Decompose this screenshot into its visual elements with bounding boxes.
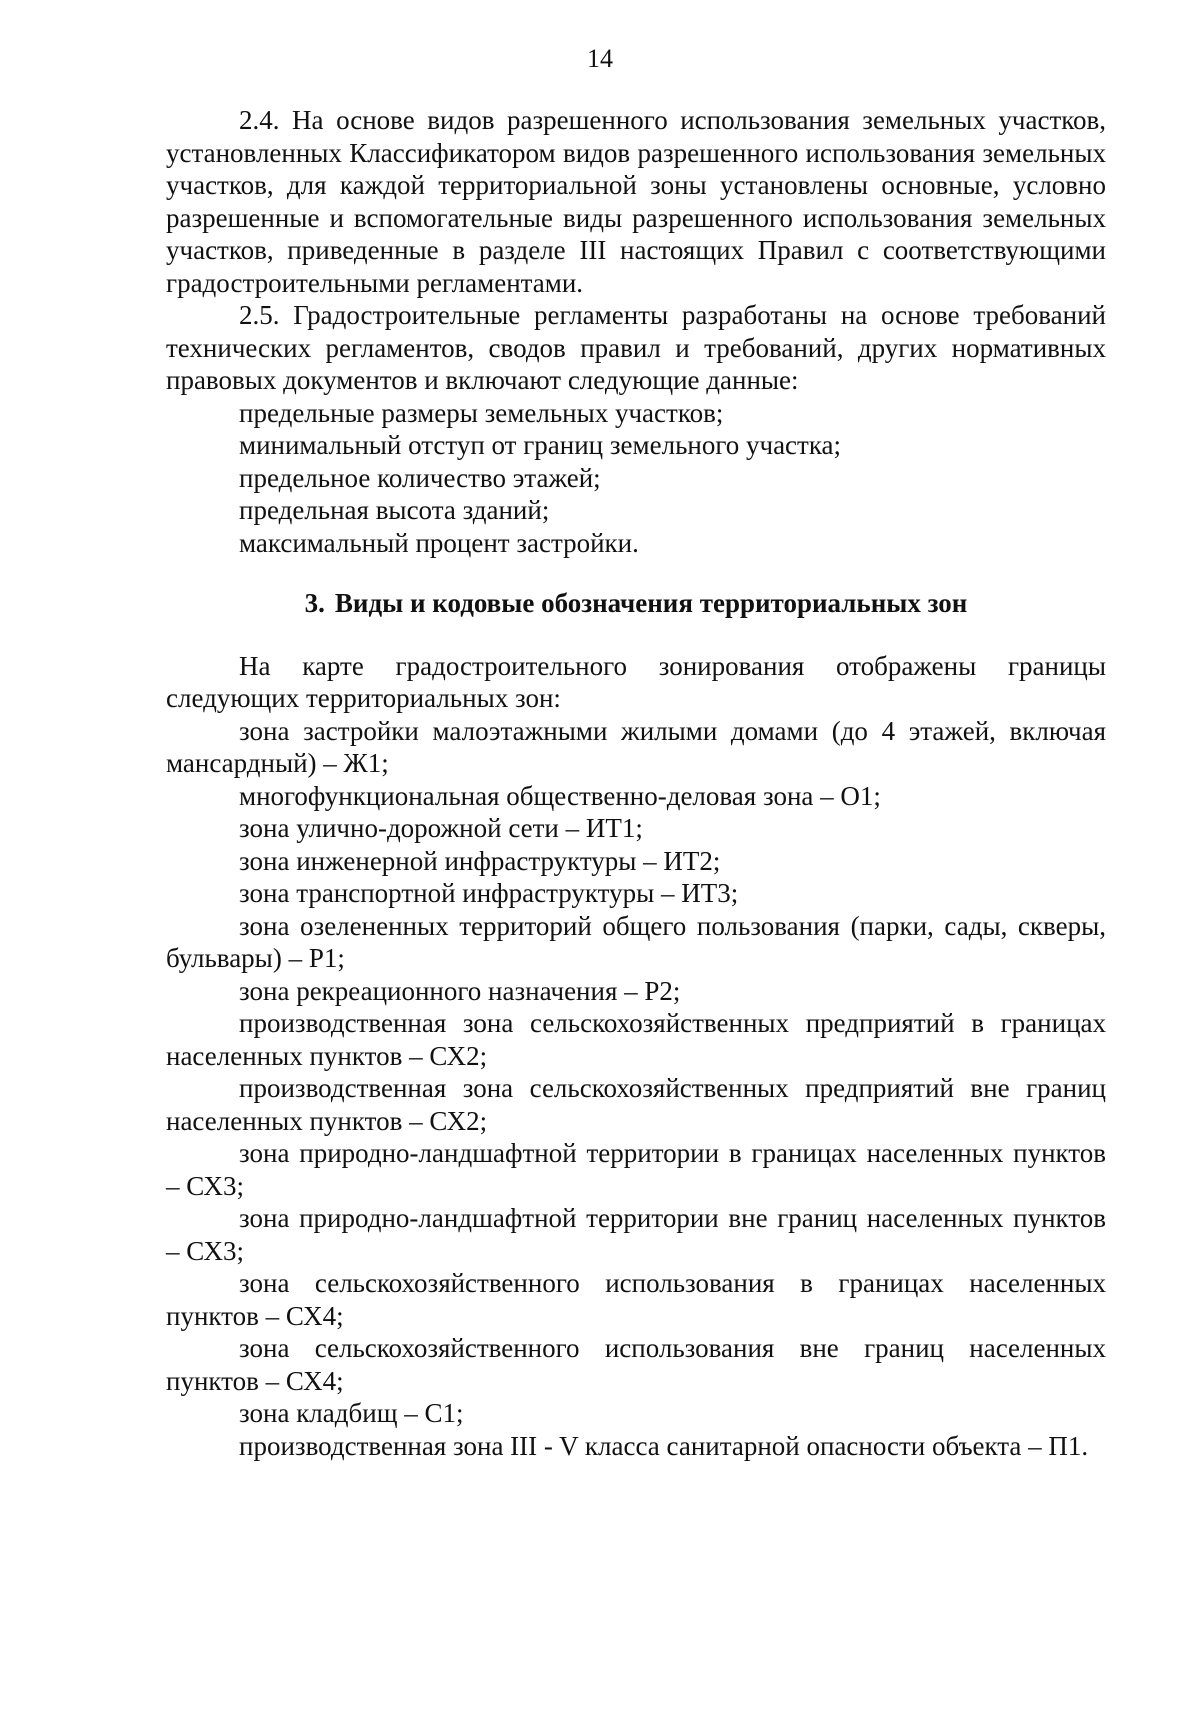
list-item: зона кладбищ – С1; [239, 1398, 464, 1428]
list-item: зона природно-ландшафтной территории в границах населенных пунктов – СХ3; [166, 1138, 1106, 1201]
list-item: зона транспортной инфраструктуры – ИТ3; [239, 878, 739, 908]
list-item: зона сельскохозяйственного использования в границах населенных пунктов – СХ4; [166, 1268, 1106, 1331]
list-item: предельная высота зданий; [239, 495, 550, 525]
zone-list [166, 715, 1106, 1463]
section-number: 3. [304, 588, 325, 618]
section-intro: На карте градостроительного зонирования отображены границы следующих территориальных зон: [166, 650, 1106, 713]
list-item: зона озелененных территорий общего пользования (парки, сады, скверы, бульвары) – Р1; [166, 910, 1106, 973]
list-item: зона рекреационного назначения – Р2; [239, 975, 681, 1006]
list-item: зона улично-дорожной сети – ИТ1; [239, 813, 643, 843]
list-item: минимальный отступ от границ земельного участка; [239, 430, 842, 460]
paragraph-number: 2.5. [239, 300, 280, 330]
section-title: Виды и кодовые обозначения территориальных зон [334, 588, 968, 618]
list-item: зона инженерной инфраструктуры – ИТ2; [239, 845, 721, 876]
list-item: производственная зона сельскохозяйственных предприятий в границах населенных пунктов – СХ2; [166, 1008, 1106, 1071]
list-item: предельные размеры земельных участков; [239, 397, 724, 428]
list-item: предельное количество этажей; [239, 462, 601, 493]
list-item: производственная зона сельскохозяйственных предприятий вне границ населенных пунктов – СХ2; [166, 1073, 1106, 1136]
list-item: производственная зона III - V класса санитарной опасности объекта – П1. [239, 1430, 1089, 1461]
list-item: зона застройки малоэтажными жилыми домами (до 4 этажей, включая мансардный) – Ж1; [166, 715, 1106, 778]
paragraph-text: Градостроительные регламенты разработаны на основе требований технических регламентов, сводов правил и требований, других нормативных правовых документов и включают следующие данные: [166, 300, 1106, 395]
paragraph-number: 2.4. [239, 105, 280, 135]
document-body [166, 104, 1106, 1462]
list-item: максимальный процент застройки. [239, 527, 639, 558]
paragraph-2-5 [166, 299, 1106, 397]
list-item: зона природно-ландшафтной территории вне границ населенных пунктов – СХ3; [166, 1203, 1106, 1266]
list-item: многофункциональная общественно-деловая зона – О1; [239, 780, 881, 811]
paragraph-2-4 [166, 104, 1106, 299]
page-number: 14 [587, 44, 613, 73]
section-heading [166, 587, 1106, 620]
regulation-list [166, 397, 1106, 560]
paragraph-text: На основе видов разрешенного использования земельных участков, установленных Классификатором видов разрешенного использования земельных участков, для каждой территориальной зоны установлены основные, условно разрешенные и вспомогательные виды разрешенного использования земельных участков, приведенные в разделе III настоящих Правил с соответствующими градостроительными регламентами. [166, 105, 1107, 298]
list-item: зона сельскохозяйственного использования вне границ населенных пунктов – СХ4; [166, 1333, 1106, 1396]
